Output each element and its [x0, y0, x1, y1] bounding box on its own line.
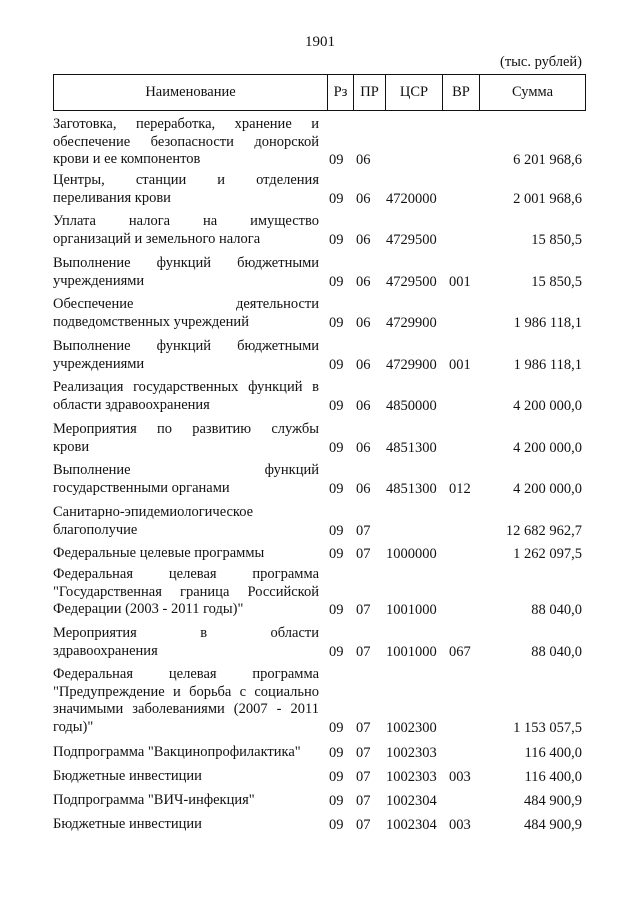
row-csr: 4729900: [386, 356, 437, 373]
row-rz: 09: [329, 190, 344, 207]
row-pr: 07: [356, 745, 371, 761]
row-rz: 09: [329, 522, 344, 539]
row-rz: 09: [329, 231, 344, 248]
row-pr: 06: [356, 480, 371, 497]
row-name-line: благополучие: [53, 521, 138, 538]
row-pr: 07: [356, 602, 371, 618]
row-rz: 09: [329, 769, 344, 785]
col-vr-header: ВР: [442, 75, 479, 110]
row-name-line: учреждениями: [53, 272, 145, 289]
row-csr: 4851300: [386, 480, 437, 497]
row-name-line: Федерации (2003 - 2011 годы)": [53, 601, 244, 617]
row-pr: 06: [356, 356, 371, 373]
row-name-line: Подпрограмма "Вакцинопрофилактика": [53, 744, 301, 760]
row-vr: 003: [449, 769, 471, 785]
row-name-line: крови: [53, 438, 90, 455]
col-pr-header: ПР: [353, 75, 385, 110]
row-name: [53, 172, 319, 207]
row-name-line: крови и ее компонентов: [53, 151, 201, 167]
row-csr: 1000000: [386, 546, 437, 562]
row-name-line: Подпрограмма "ВИЧ-инфекция": [53, 792, 255, 808]
row-name: [53, 625, 319, 660]
row-rz: 09: [329, 314, 344, 331]
row-pr: 07: [356, 719, 371, 736]
row-vr: 003: [449, 817, 471, 833]
row-sum: 15 850,5: [531, 273, 582, 290]
row-sum: 1 986 118,1: [513, 356, 582, 373]
units-note: (тыс. рублей): [500, 54, 582, 70]
row-rz: 09: [329, 356, 344, 373]
row-name-line: области здравоохранения: [53, 396, 210, 413]
row-name-line: учреждениями: [53, 355, 145, 372]
row-name-line: государственными органами: [53, 479, 230, 496]
row-rz: 09: [329, 793, 344, 809]
row-name-line: Федеральные целевые программы: [53, 545, 265, 561]
row-csr: 4729500: [386, 273, 437, 290]
row-name-line: Мероприятия в области: [53, 625, 319, 641]
col-rz-header: Рз: [327, 75, 353, 110]
row-csr: 4729500: [386, 231, 437, 248]
table-header: [53, 74, 586, 111]
row-rz: 09: [329, 546, 344, 562]
row-csr: 4729900: [386, 314, 437, 331]
row-name: [53, 666, 319, 736]
row-name-line: Бюджетные инвестиции: [53, 816, 202, 832]
row-sum: 4 200 000,0: [513, 397, 582, 414]
row-sum: 4 200 000,0: [513, 439, 582, 456]
row-sum: 6 201 968,6: [513, 152, 582, 168]
row-sum: 116 400,0: [524, 745, 582, 761]
row-pr: 07: [356, 817, 371, 833]
row-name-line: значимыми заболеваниями (2007 - 2011: [53, 701, 319, 717]
row-name-line: Мероприятия по развитию службы: [53, 421, 319, 437]
row-vr: 012: [449, 480, 471, 497]
row-name-line: Выполнение функций бюджетными: [53, 255, 319, 271]
row-sum: 484 900,9: [524, 817, 582, 833]
row-pr: 06: [356, 190, 371, 207]
row-csr: 4720000: [386, 190, 437, 207]
row-csr: 1002303: [386, 769, 437, 785]
row-name: [53, 296, 319, 331]
row-name: [53, 213, 319, 248]
row-name-line: Выполнение функций: [53, 462, 319, 478]
row-sum: 4 200 000,0: [513, 480, 582, 497]
row-csr: 1002304: [386, 817, 437, 833]
row-pr: 07: [356, 793, 371, 809]
row-vr: 067: [449, 643, 471, 660]
row-sum: 1 153 057,5: [513, 719, 582, 736]
row-name-line: Санитарно-эпидемиологическое: [53, 504, 254, 520]
row-name: [53, 379, 319, 414]
row-name: [53, 338, 319, 373]
row-sum: 2 001 968,6: [513, 190, 582, 207]
row-pr: 06: [356, 273, 371, 290]
row-vr: 001: [449, 356, 471, 373]
row-name-line: Центры, станции и отделения: [53, 172, 319, 188]
row-sum: 484 900,9: [524, 793, 582, 809]
col-sum-header: Сумма: [479, 75, 585, 110]
row-sum: 1 262 097,5: [513, 546, 582, 562]
row-rz: 09: [329, 602, 344, 618]
row-sum: 1 986 118,1: [513, 314, 582, 331]
row-vr: 001: [449, 273, 471, 290]
row-name-line: Федеральная целевая программа: [53, 566, 319, 582]
page-number: 1901: [305, 34, 335, 50]
row-pr: 06: [356, 152, 371, 168]
row-name: [53, 566, 319, 619]
row-name: [53, 792, 319, 810]
row-name: [53, 116, 319, 169]
row-name-line: Обеспечение деятельности: [53, 296, 319, 312]
row-csr: 1002304: [386, 793, 437, 809]
row-rz: 09: [329, 480, 344, 497]
row-name-line: Реализация государственных функций в: [53, 379, 319, 395]
row-pr: 06: [356, 231, 371, 248]
row-rz: 09: [329, 817, 344, 833]
col-csr-header: ЦСР: [385, 75, 442, 110]
row-pr: 06: [356, 397, 371, 414]
row-sum: 88 040,0: [531, 602, 582, 618]
row-rz: 09: [329, 439, 344, 456]
row-name: [53, 462, 319, 497]
row-sum: 15 850,5: [531, 231, 582, 248]
row-sum: 116 400,0: [524, 769, 582, 785]
row-name-line: "Предупреждение и борьба с социально: [53, 683, 319, 700]
row-name-line: организаций и земельного налога: [53, 230, 261, 247]
row-csr: 1001000: [386, 602, 437, 618]
row-pr: 07: [356, 546, 371, 562]
row-csr: 1002303: [386, 745, 437, 761]
row-name: [53, 816, 319, 834]
row-csr: 1001000: [386, 643, 437, 660]
row-name-line: здравоохранения: [53, 642, 158, 659]
row-name-line: Уплата налога на имущество: [53, 213, 319, 229]
row-rz: 09: [329, 273, 344, 290]
row-csr: 4851300: [386, 439, 437, 456]
row-name-line: переливания крови: [53, 189, 171, 206]
row-name-line: Бюджетные инвестиции: [53, 768, 202, 784]
row-rz: 09: [329, 152, 344, 168]
row-rz: 09: [329, 719, 344, 736]
row-name-line: обеспечение безопасности донорской: [53, 133, 319, 150]
row-name-line: "Государственная граница Российской: [53, 583, 319, 600]
row-name: [53, 744, 319, 762]
row-rz: 09: [329, 643, 344, 660]
row-name-line: Федеральная целевая программа: [53, 666, 319, 682]
row-pr: 07: [356, 643, 371, 660]
row-sum: 12 682 962,7: [505, 522, 582, 539]
row-name-line: Выполнение функций бюджетными: [53, 338, 319, 354]
row-name: [53, 255, 319, 290]
row-rz: 09: [329, 745, 344, 761]
row-name: [53, 421, 319, 456]
row-sum: 88 040,0: [531, 643, 582, 660]
row-name-line: годы)": [53, 718, 94, 735]
row-csr: 1002300: [386, 719, 437, 736]
row-pr: 06: [356, 439, 371, 456]
row-name: [53, 768, 319, 786]
row-csr: 4850000: [386, 397, 437, 414]
row-name-line: подведомственных учреждений: [53, 313, 249, 330]
row-name: [53, 545, 319, 563]
col-name-header: Наименование: [145, 84, 236, 100]
row-rz: 09: [329, 397, 344, 414]
row-pr: 06: [356, 314, 371, 331]
row-name-line: Заготовка, переработка, хранение и: [53, 116, 319, 132]
row-name: [53, 504, 319, 539]
row-pr: 07: [356, 769, 371, 785]
row-pr: 07: [356, 522, 371, 539]
